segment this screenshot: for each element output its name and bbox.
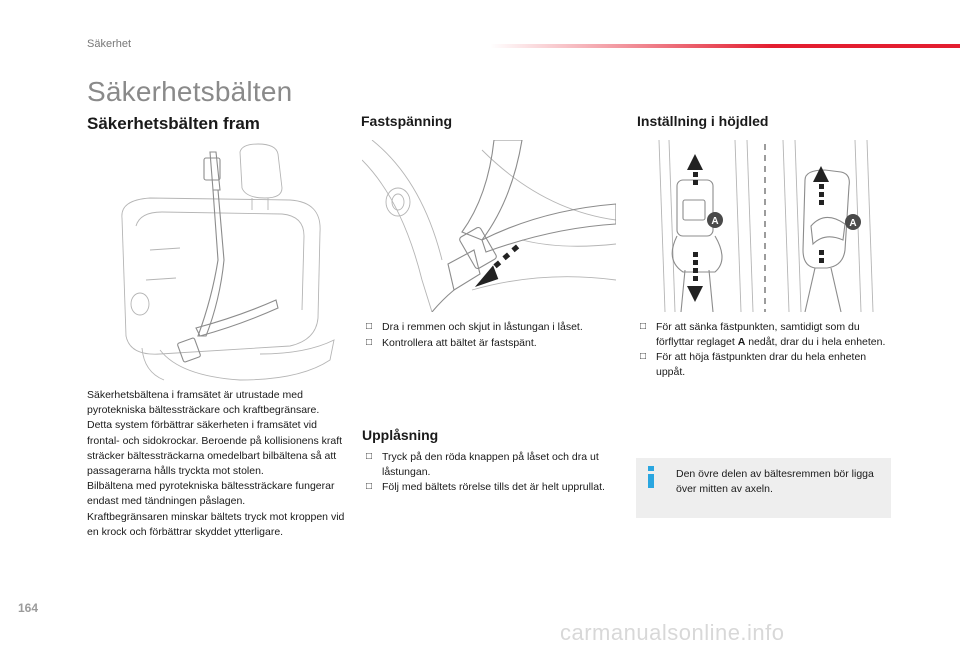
info-icon <box>646 466 660 488</box>
list-item <box>366 320 621 335</box>
fastening-heading: Fastspänning <box>361 113 453 129</box>
unlocking-steps <box>366 450 611 496</box>
checkbox-marker-icon: □ <box>640 351 647 363</box>
list-item <box>366 336 621 351</box>
front-belts-paragraph: Bilbältena med pyrotekniska bältessträckare fungerar endast med tändningen påslagen. <box>87 480 335 508</box>
front-belts-paragraph: Detta system förbättrar säkerheten i framsätet vid frontal- och sidokrockar. Beroende på kollisionens kraft sträcker bältessträckarna omedelbart bilbältena så att passagerarna hålls tryckta mot stolen. <box>87 419 343 478</box>
info-box <box>636 458 891 518</box>
checkbox-marker-icon: □ <box>366 481 373 493</box>
height-step-emphasis: A <box>737 335 746 348</box>
fastening-steps <box>366 320 621 351</box>
height-adjust-illustration <box>655 140 895 312</box>
fastening-step-text: Kontrollera att bältet är fastspänt. <box>382 336 537 349</box>
unlocking-step-text: Följ med bältets rörelse tills det är helt upprullat. <box>382 481 605 494</box>
checkbox-marker-icon: □ <box>640 321 647 332</box>
height-step-text: För att höja fästpunkten drar du hela enheten uppåt. <box>656 351 867 378</box>
info-text: Den övre delen av bältesremmen bör ligga över mitten av axeln. <box>676 468 874 495</box>
fastening-step-text: Dra i remmen och skjut in låstungan i låset. <box>382 321 583 333</box>
height-step-text: nedåt, drar du i hela enheten. <box>745 335 886 348</box>
list-item <box>640 320 892 349</box>
list-item <box>366 480 611 495</box>
page-number: 164 <box>18 601 39 615</box>
callout-label-a: A <box>849 218 857 229</box>
buckle-illustration <box>362 140 616 312</box>
checkbox-marker-icon: □ <box>366 451 373 462</box>
list-item <box>366 450 611 479</box>
checkbox-marker-icon: □ <box>366 336 373 348</box>
front-belts-heading: Säkerhetsbälten fram <box>87 114 260 133</box>
height-adjust-steps <box>640 320 892 380</box>
unlocking-step-text: Tryck på den röda knappen på låset och dra ut låstungan. <box>382 451 599 478</box>
callout-label-a: A <box>711 216 719 227</box>
checkbox-marker-icon: □ <box>366 321 373 332</box>
section-label: Säkerhet <box>87 38 132 50</box>
seat-belt-illustration <box>100 140 340 385</box>
height-step-text: För att sänka fästpunkten, samtidigt som du förflyttar reglaget <box>656 321 860 348</box>
front-belts-paragraph: Säkerhetsbältena i framsätet är utrustade med pyrotekniska bältessträckare och kraftbegränsare. <box>87 389 320 417</box>
height-adjust-heading: Inställning i höjdled <box>637 113 769 129</box>
front-belts-paragraph: Kraftbegränsaren minskar bältets tryck mot kroppen vid en krock och förbättrar skyddet ytterligare. <box>87 510 345 538</box>
watermark: carmanualsonline.info <box>560 620 785 645</box>
page-title: Säkerhetsbälten <box>87 76 293 107</box>
header-accent-bar <box>490 44 960 48</box>
front-belts-text <box>87 388 347 540</box>
unlocking-heading: Upplåsning <box>362 427 439 443</box>
list-item <box>640 350 892 379</box>
